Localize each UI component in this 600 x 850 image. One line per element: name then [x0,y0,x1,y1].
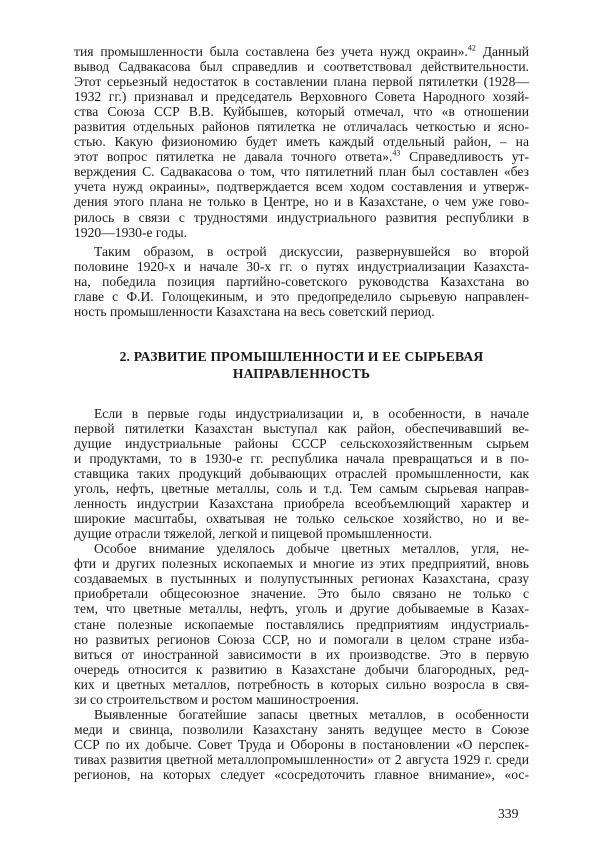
text-line: 1920—1930-е годы. [74,224,188,240]
text-line: тем, что цветные металлы, нефть, уголь и другие добываемые в Казах- [74,601,529,617]
text-line: этот вопрос пятилетка не давала точного ответа».$^{43}$ Справедливость ут- [74,148,529,165]
text-line: тия промышленности была составлена без учета нужд окраин».$^{42}$ Данный [74,43,529,59]
text-line: фти и других полезных ископаемых и многие из этих предприятий, вновь [74,556,529,572]
footnote-ref: 43 [392,148,401,158]
text-line: ленность индустрии Казахстана приобрела всеобъемлющий характер и [74,496,529,512]
text-line: Этот серьезный недостаток в составлении плана первой пятилетки (1928— [74,74,529,90]
text-line: учета нужд окраины», подтверждается всем ходом составления и утверж- [74,179,529,195]
text-line: Особое внимание уделялось добыче цветных металлов, угля, не- [94,541,529,557]
text-line: Таким образом, в острой дискуссии, развернувшейся во второй [94,243,529,259]
paragraph-bottom-3 [74,707,529,782]
footnote-ref: 42 [467,43,476,53]
text-line: создаваемых в пустынных и полупустынных регионах Казахстана, сразу [74,571,529,587]
text-line: стью. Какую физиономию будет иметь каждый отдельный район, – на [74,134,529,150]
text-line: дения этого плана не только в Центре, но и в Казахстане, о чем уже гово- [74,194,529,210]
text-line: вывод Садвакасова был справедлив и соответствовал действительности. [74,59,529,75]
text-line: уголь, нефть, цветные металлы, соль и т.д. Тем самым сырьевая направ- [74,481,529,497]
text-line: верждения С. Садвакасова о том, что пятилетний план был составлен «без [74,164,529,180]
text-line: ность промышленности Казахстана на весь советский период. [74,303,435,319]
text-line: очередь относится к развитию в Казахстане добычи благородных, ред- [74,661,529,677]
text-line: на, победила позиция партийно-советского руководства Казахстана во [74,273,529,289]
text-line: дущие индустриальные районы СССР сельскохозяйственным сырьем [74,435,529,451]
text-line: но развитых регионов Союза ССР, но и помогали в целом стране изба- [74,631,529,647]
text-line: стане полезные ископаемые поставлялись предприятиям индустриаль- [74,616,529,632]
text-line: ства Союза ССР В.В. Куйбышев, который отмечал, что «в отношении [74,104,529,120]
page-number: 339 [498,806,519,821]
text-line: Если в первые годы индустриализации и, в особенности, в начале [94,405,529,421]
text-line: зи со строительством и ростом машиностроения. [74,691,359,707]
paragraph-bottom-2 [74,541,529,707]
text-line: Выявленные богатейшие запасы цветных металлов, в особенности [94,706,529,722]
paragraph-top-2 [74,244,529,319]
text-line: и продуктами, то в 1930-е гг. республика начала превращаться и в по- [74,450,529,466]
text-line: виться от иностранной зависимости в их производстве. Это в первую [74,646,529,662]
section-heading-line-1: 2. РАЗВИТИЕ ПРОМЫШЛЕННОСТИ И ЕЕ СЫРЬЕВАЯ [119,348,484,364]
text-line: главе с Ф.И. Голощекиным, и это предопределило сырьевую направлен- [74,288,529,304]
text-line: приобретали общесоюзное значение. Это было связано не только с [74,586,529,602]
page-body [74,44,529,782]
text-line: меди и свинца, позволили Казахстану занять ведущее место в Союзе [74,721,529,737]
text-line: широкие масштабы, охватывая не только сельское хозяйство, но и ве- [74,511,529,527]
paragraph-bottom-1 [74,406,529,541]
text-line: тивах развития цветной металлопромышленности» от 2 августа 1929 г. среди [74,751,529,767]
text-line: дущие отрасли тяжелой, легкой и пищевой промышленности. [74,526,433,542]
text-line: первой пятилетки Казахстан выступал как район, обеспечивавший ве- [74,420,529,436]
section-heading-line-2: НАПРАВЛЕННОСТЬ [232,365,371,381]
text-line: регионов, на которых следует «сосредоточить главное внимание», «ос- [74,766,529,782]
text-line: развития отдельных районов пятилетка не отличалась четкостью и ясно- [74,119,529,135]
section-heading [74,348,529,382]
text-line: 1932 гг.) признавал и председатель Верховного Совета Народного хозяй- [74,89,529,105]
text-line: ких и цветных металлов, потребность в которых сильно возросла в свя- [74,676,529,692]
text-line: рилось в связи с трудностями индустриального развития республики в [74,209,529,225]
text-line: ставщика таких продукций добывающих отраслей промышленности, как [74,466,529,482]
text-line: половине 1920-х и начале 30-х гг. о путях индустриализации Казахста- [74,258,529,274]
paragraph-top-1 [74,44,529,240]
text-line: ССР по их добыче. Совет Труда и Обороны в постановлении «О перспек- [74,736,529,752]
